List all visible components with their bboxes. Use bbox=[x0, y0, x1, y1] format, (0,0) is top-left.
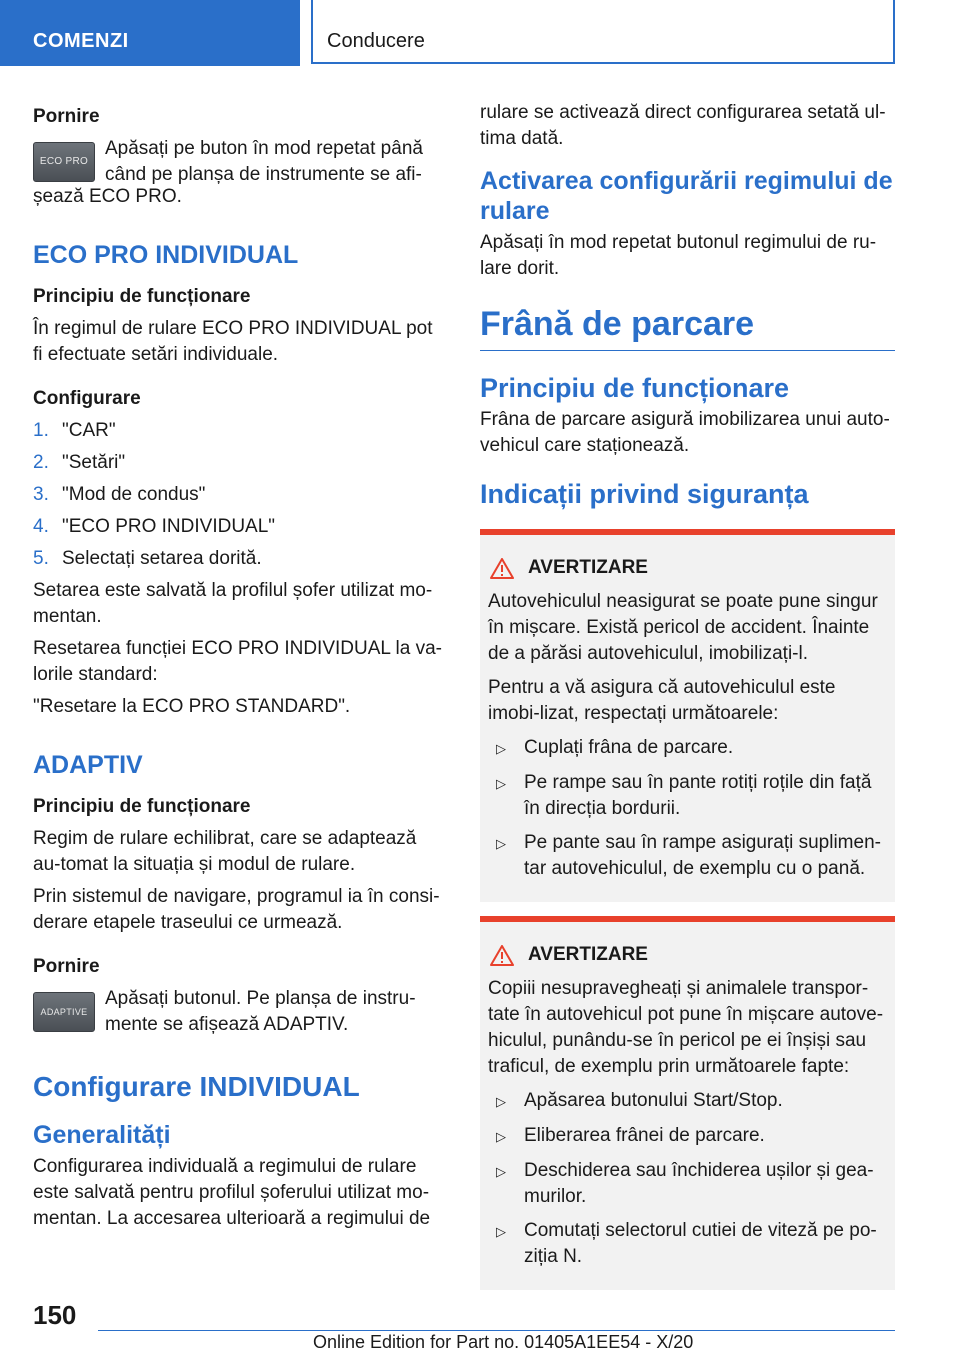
bullet-text: Pe pante sau în rampe asigurați suplimen‐tar autovehiculul, de exemplu cu o pană. bbox=[524, 832, 881, 879]
general-text: Configurarea individuală a regimului de rulare este salvată pentru profilul șoferului utilizat mo‐mentan. La accesarea ulterioară a regimului de bbox=[33, 1156, 431, 1229]
activation-text: Apăsați în mod repetat butonul regimului de ru‐lare dorit. bbox=[480, 232, 877, 279]
continued-text: rulare se activează direct configurarea setată ul‐tima dată. bbox=[480, 102, 886, 149]
bullet-item bbox=[488, 1088, 887, 1115]
parking-principle-heading: Principiu de funcționare bbox=[480, 373, 790, 403]
warning-triangle-icon bbox=[490, 945, 514, 966]
principle-heading: Principiu de funcționare bbox=[33, 286, 251, 307]
edition-text: Online Edition for Part no. 01405A1EE54 - X/20 bbox=[313, 1332, 694, 1352]
reset-text: Resetarea funcției ECO PRO INDIVIDUAL la va‐lorile standard: bbox=[33, 638, 442, 685]
bullet-text: Pe rampe sau în pante rotiți roțile din față în direcția bordurii. bbox=[524, 772, 872, 819]
warning-text-1: Autovehiculul neasigurat se poate pune singur în mișcare. Există pericol de accident. Înainte de a părăsi autovehiculul, imobilizați-l. bbox=[488, 591, 878, 664]
adaptiv-pornire-heading: Pornire bbox=[33, 956, 100, 977]
triangle-bullet-icon: ▷ bbox=[496, 1164, 506, 1179]
saved-text: Setarea este salvată la profilul șofer utilizat mo‐mentan. bbox=[33, 580, 433, 627]
warning-title bbox=[488, 942, 887, 968]
adaptiv-text-1: Regim de rulare echilibrat, care se adaptează au‐tomat la situația și modul de rulare. bbox=[33, 828, 417, 875]
step-item bbox=[33, 514, 445, 540]
triangle-bullet-icon: ▷ bbox=[496, 836, 506, 851]
bullet-item bbox=[488, 1158, 887, 1210]
step-number: 5. bbox=[33, 548, 49, 569]
warning-triangle-icon bbox=[490, 558, 514, 579]
triangle-bullet-icon: ▷ bbox=[496, 1094, 506, 1109]
step-number: 2. bbox=[33, 452, 49, 473]
step-number: 3. bbox=[33, 484, 49, 505]
bullet-text: Comutați selectorul cutiei de viteză pe po‐ziția N. bbox=[524, 1220, 877, 1267]
bullet-text: Cuplați frâna de parcare. bbox=[524, 737, 734, 758]
step-text: "Setări" bbox=[62, 452, 126, 473]
step-item bbox=[33, 546, 445, 572]
warning-text-2: Pentru a vă asigura că autovehiculul este imobi‐lizat, respectați următoarele: bbox=[488, 677, 836, 724]
bullet-item bbox=[488, 830, 887, 882]
adaptiv-heading: ADAPTIV bbox=[33, 751, 143, 779]
step-text: Selectați setarea dorită. bbox=[62, 548, 262, 569]
adaptive-button-row bbox=[33, 986, 445, 1038]
step-item bbox=[33, 418, 445, 444]
bullet-text: Eliberarea frânei de parcare. bbox=[524, 1125, 765, 1146]
chapter-tab: COMENZI bbox=[0, 0, 300, 66]
triangle-bullet-icon: ▷ bbox=[496, 776, 506, 791]
eco-pro-individual-heading: ECO PRO INDIVIDUAL bbox=[33, 241, 299, 269]
step-number: 4. bbox=[33, 516, 49, 537]
step-number: 1. bbox=[33, 420, 49, 441]
warning-title-text: AVERTIZARE bbox=[528, 557, 648, 578]
triangle-bullet-icon: ▷ bbox=[496, 741, 506, 756]
step-text: "CAR" bbox=[62, 420, 116, 441]
bullet-text: Apăsarea butonului Start/Stop. bbox=[524, 1090, 783, 1111]
eco-pro-instruction-cont: șează ECO PRO. bbox=[33, 186, 182, 207]
step-item bbox=[33, 450, 445, 476]
triangle-bullet-icon: ▷ bbox=[496, 1224, 506, 1239]
adaptive-instruction: Apăsați butonul. Pe planșa de instru‐mente se afișează ADAPTIV. bbox=[105, 988, 416, 1035]
footer-divider bbox=[98, 1330, 895, 1331]
warning-bullet-list bbox=[488, 1088, 887, 1270]
right-column bbox=[480, 100, 895, 1290]
step-text: "ECO PRO INDIVIDUAL" bbox=[62, 516, 276, 537]
warning-title-text: AVERTIZARE bbox=[528, 944, 648, 965]
warning-text-1: Copiii nesupravegheați și animalele transpor‐tate în autovehicul pot pune în mișcare autove‐hiculul, punându-se în pericol pe ei înșiși sau traficul, de exemplu prin următoarele fapte: bbox=[488, 978, 884, 1077]
principle-text: În regimul de rulare ECO PRO INDIVIDUAL pot fi efectuate setări individuale. bbox=[33, 318, 433, 365]
step-item bbox=[33, 482, 445, 508]
left-column bbox=[33, 100, 445, 1238]
page-number: 150 bbox=[33, 1300, 77, 1330]
warning-box-1 bbox=[480, 529, 895, 902]
bullet-text: Deschiderea sau închiderea ușilor și gea‐murilor. bbox=[524, 1160, 874, 1207]
bullet-item bbox=[488, 735, 887, 762]
config-individual-heading: Configurare INDIVIDUAL bbox=[33, 1071, 360, 1102]
warning-bullet-list bbox=[488, 735, 887, 882]
eco-pro-instruction: Apăsați pe buton în mod repetat până când pe planșa de instrumente se afi‐ bbox=[105, 138, 423, 185]
config-heading: Configurare bbox=[33, 388, 141, 409]
general-heading: Generalități bbox=[33, 1121, 171, 1149]
parking-brake-heading: Frână de parcare bbox=[480, 304, 895, 351]
adaptiv-principle-heading: Principiu de funcționare bbox=[33, 796, 251, 817]
bullet-item bbox=[488, 1218, 887, 1270]
bullet-item bbox=[488, 1123, 887, 1150]
pornire-heading: Pornire bbox=[33, 106, 100, 127]
page-header bbox=[0, 0, 960, 66]
eco-pro-button-row bbox=[33, 136, 445, 188]
eco-pro-button-icon: ECO PRO bbox=[33, 142, 95, 182]
parking-principle-text: Frâna de parcare asigură imobilizarea unui auto‐vehicul care staționează. bbox=[480, 409, 890, 456]
warning-box-2 bbox=[480, 916, 895, 1290]
config-steps bbox=[33, 418, 445, 572]
step-text: "Mod de condus" bbox=[62, 484, 206, 505]
safety-heading: Indicații privind siguranța bbox=[480, 479, 809, 509]
activation-heading: Activarea configurării regimului de rulare bbox=[480, 167, 893, 225]
warning-title bbox=[488, 555, 887, 581]
triangle-bullet-icon: ▷ bbox=[496, 1129, 506, 1144]
adaptive-button-icon: ADAPTIVE bbox=[33, 992, 95, 1032]
section-title: Conducere bbox=[311, 0, 895, 64]
reset-value: "Resetare la ECO PRO STANDARD". bbox=[33, 696, 351, 717]
bullet-item bbox=[488, 770, 887, 822]
adaptiv-text-2: Prin sistemul de navigare, programul ia în consi‐derare etapele traseului ce urmează. bbox=[33, 886, 440, 933]
